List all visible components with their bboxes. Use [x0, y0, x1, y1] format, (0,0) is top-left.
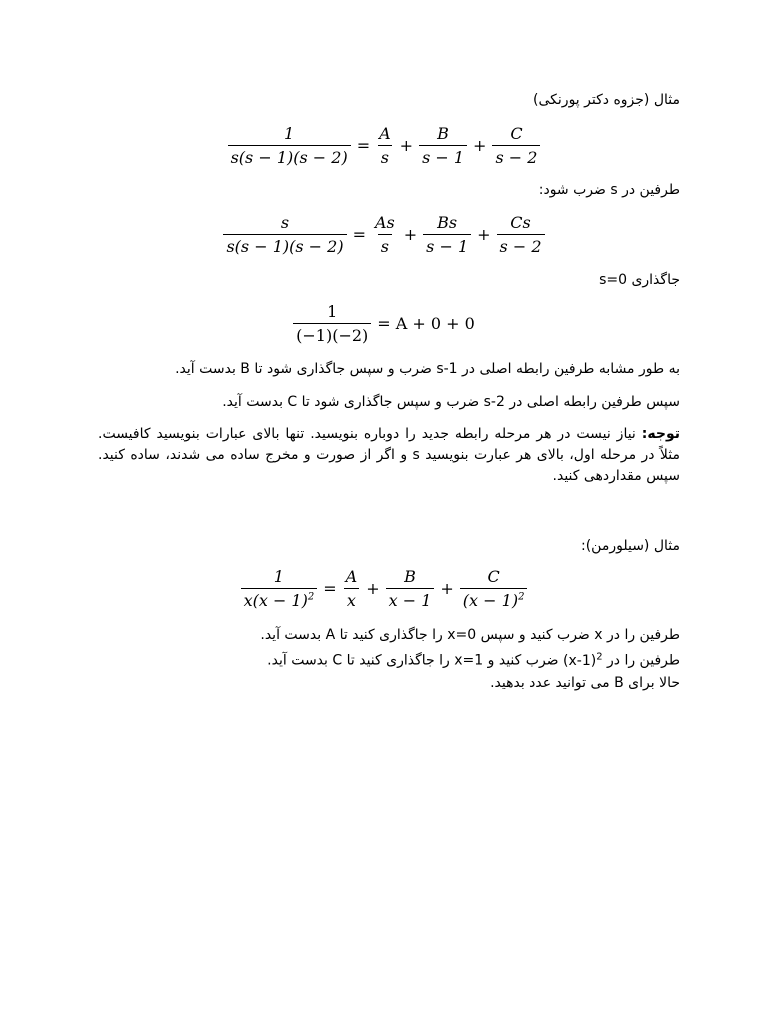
- eq4-term-b-denominator: x − 1: [386, 588, 435, 610]
- equation-1: [0, 124, 768, 167]
- eq2-term-c: [497, 213, 545, 256]
- eq1-plus-1: +: [399, 136, 414, 155]
- eq1-term-c-denominator: s − 2: [492, 145, 540, 167]
- example-1-title: مثال (جزوه دکتر پورنکی): [533, 92, 680, 108]
- eq2-plus-1: +: [403, 225, 418, 244]
- note-text: نیاز نیست در هر مرحله رابطه جدید را دوباره بنویسید. تنها بالای عبارات بنویسید کافیست. مثلاً در مرحله اول، بالای هر عبارت بنویسید s و اگر از صورت و مخرج ساده می شدند، ساده کنید. سپس مقداردهی کنید.: [98, 426, 680, 484]
- eq1-term-b-denominator: s − 1: [419, 145, 467, 167]
- eq2-term-b-numerator: Bs: [437, 213, 458, 232]
- eq2-lhs-fraction: [223, 213, 346, 256]
- line-solve-c: سپس طرفین رابطه اصلی در s-2 ضرب و سپس جاگذاری شود تا C بدست آید.: [222, 394, 680, 410]
- eq1-equals: =: [356, 136, 371, 155]
- eq2-term-a: [372, 213, 398, 256]
- eq2-equals: =: [352, 225, 366, 244]
- eq2-lhs-denominator: s(s − 1)(s − 2): [223, 234, 346, 256]
- eq4-plus-2: +: [440, 579, 454, 598]
- eq4-term-c-denominator-base: (x − 1): [462, 591, 519, 610]
- eq1-plus-2: +: [473, 136, 487, 155]
- eq1-term-c: [492, 124, 540, 167]
- eq1-term-a-denominator: s: [378, 145, 392, 167]
- eq1-term-b-numerator: B: [437, 124, 449, 143]
- eq3-lhs-denominator: (−1)(−2): [293, 323, 371, 345]
- eq3-rhs: = A + 0 + 0: [377, 314, 475, 333]
- eq2-term-a-numerator: As: [375, 213, 395, 232]
- eq4-term-a-denominator: x: [344, 588, 359, 610]
- eq4-term-b: [386, 567, 435, 610]
- example-2-line-2-start: طرفین را در: [602, 652, 680, 669]
- eq2-term-b-denominator: s − 1: [423, 234, 471, 256]
- eq4-lhs-numerator: 1: [273, 567, 284, 586]
- eq3-lhs-numerator: 1: [327, 302, 338, 321]
- eq4-equals: =: [323, 579, 337, 598]
- eq4-lhs-denominator: [241, 588, 318, 610]
- step-substitute: جاگذاری s=0: [599, 272, 680, 288]
- eq2-term-a-denominator: s: [378, 234, 392, 256]
- eq4-term-c-numerator: C: [487, 567, 500, 586]
- note-paragraph: [98, 424, 680, 487]
- example-2-line-2-factor-exponent: 2: [596, 651, 603, 662]
- eq4-term-c: [460, 567, 528, 610]
- eq4-lhs-fraction: [241, 567, 318, 610]
- eq2-lhs-numerator: s: [280, 213, 290, 232]
- eq1-term-c-numerator: C: [510, 124, 523, 143]
- example-2-line-1: طرفین را در x ضرب کنید و سپس x=0 را جاگذاری کنید تا A بدست آید.: [260, 627, 680, 643]
- eq4-term-c-denominator-exponent: 2: [518, 591, 525, 603]
- eq2-term-b: [423, 213, 471, 256]
- eq1-term-b: [419, 124, 467, 167]
- eq1-lhs-numerator: 1: [284, 124, 295, 143]
- eq2-term-c-numerator: Cs: [510, 213, 531, 232]
- eq4-lhs-denominator-base: x(x − 1): [243, 591, 308, 610]
- example-2-title: مثال (سیلورمن):: [581, 538, 680, 554]
- eq4-plus-1: +: [366, 579, 380, 598]
- step-multiply-s: طرفین در s ضرب شود:: [538, 182, 680, 198]
- eq4-term-a: [343, 567, 361, 610]
- example-2-line-3: حالا برای B می توانید عدد بدهید.: [490, 675, 680, 691]
- equation-2: [0, 213, 768, 256]
- equation-4: [0, 567, 768, 610]
- equation-3: [0, 302, 768, 345]
- eq1-term-a: [376, 124, 394, 167]
- eq2-plus-2: +: [477, 225, 491, 244]
- example-2-line-2-factor-base: (x-1): [563, 652, 597, 669]
- eq4-term-a-numerator: A: [345, 567, 358, 586]
- example-2-line-2-factor: [563, 653, 603, 669]
- eq3-lhs-fraction: [293, 302, 371, 345]
- eq4-term-c-denominator: [460, 588, 528, 610]
- line-solve-b: به طور مشابه طرفین رابطه اصلی در s-1 ضرب و سپس جاگذاری شود تا B بدست آید.: [175, 361, 680, 377]
- eq4-term-b-numerator: B: [404, 567, 416, 586]
- example-2-line-2-end: ضرب کنید و x=1 را جاگذاری کنید تا C بدست آید.: [267, 652, 564, 669]
- eq1-term-a-numerator: A: [379, 124, 391, 143]
- eq1-lhs-denominator: s(s − 1)(s − 2): [228, 145, 351, 167]
- eq1-lhs-fraction: [228, 124, 351, 167]
- eq4-lhs-denominator-exponent: 2: [307, 591, 315, 603]
- example-2-line-2: [267, 651, 680, 669]
- note-label: توجه:: [641, 426, 680, 442]
- eq2-term-c-denominator: s − 2: [497, 234, 545, 256]
